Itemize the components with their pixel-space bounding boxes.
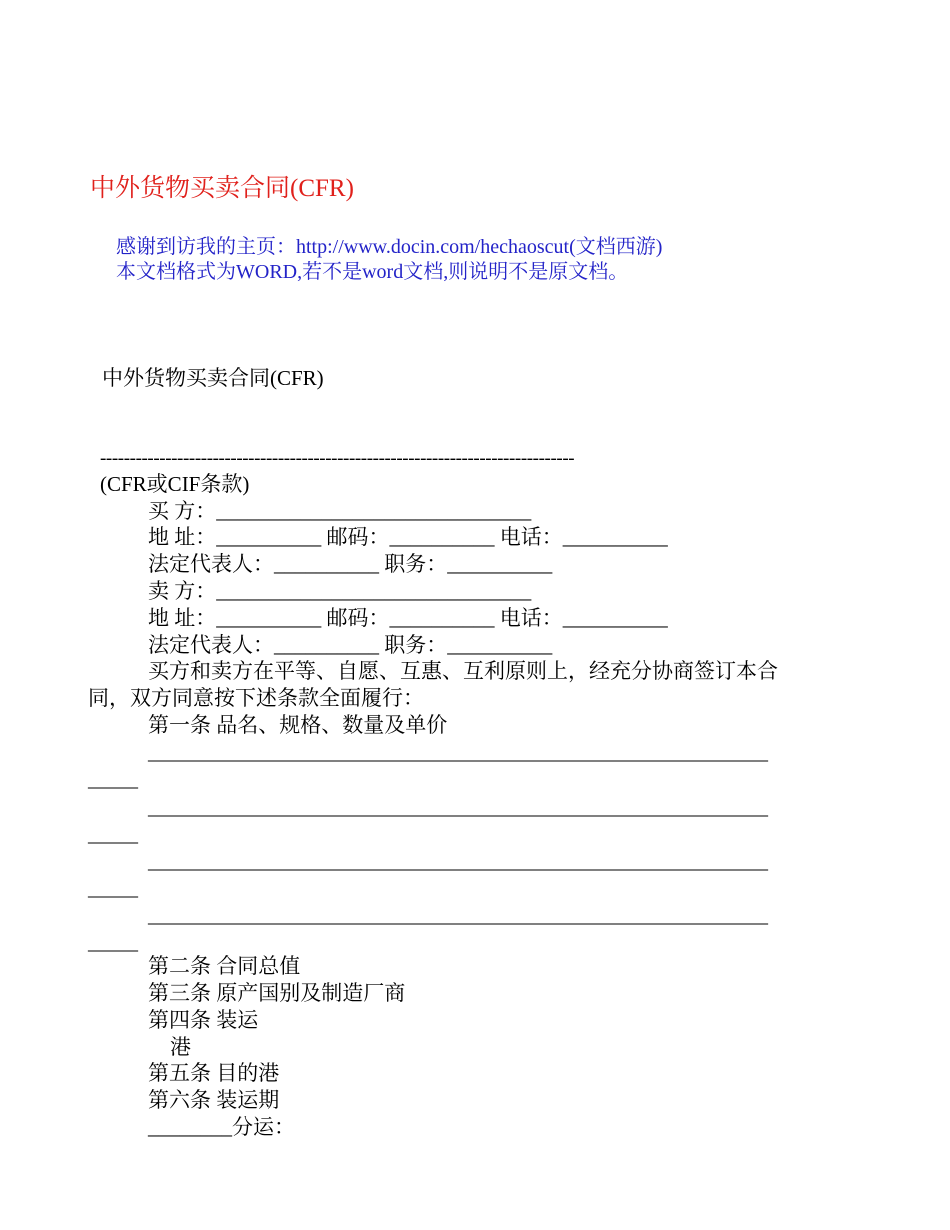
seller-representative-field: 法定代表人：__________ 职务：__________ <box>148 633 553 657</box>
blank-line-long: ______________________________________________________________ <box>148 905 768 927</box>
buyer-field: 买 方：______________________________ <box>148 499 532 523</box>
notice-line-1[interactable]: 感谢到访我的主页：http://www.docin.com/hechaoscut(文档西游) <box>116 236 663 258</box>
blank-line-short: _____ <box>88 932 138 954</box>
article-2-heading: 第二条 合同总值 <box>148 954 301 978</box>
article-1-heading: 第一条 品名、规格、数量及单价 <box>148 713 448 737</box>
blank-line-short: _____ <box>88 824 138 846</box>
blank-line-long: ______________________________________________________________ <box>148 742 768 764</box>
buyer-address-field: 地 址：__________ 邮码：__________ 电话：__________ <box>148 525 668 549</box>
preamble-line-1: 买方和卖方在平等、自愿、互惠、互利原则上，经充分协商签订本合 <box>148 659 778 683</box>
separator-line: -------------------------------------------------------------------------------- <box>100 448 575 469</box>
article-4-port: 港 <box>170 1035 191 1059</box>
blank-line-long: ______________________________________________________________ <box>148 851 768 873</box>
buyer-representative-field: 法定代表人：__________ 职务：__________ <box>148 552 553 576</box>
blank-line-short: _____ <box>88 878 138 900</box>
article-3-heading: 第三条 原产国别及制造厂商 <box>148 981 406 1005</box>
document-title: 中外货物买卖合同(CFR) <box>102 366 324 390</box>
partial-shipment-field: ________分运： <box>148 1115 295 1139</box>
document-subtitle: (CFR或CIF条款) <box>100 472 250 496</box>
article-4-heading: 第四条 装运 <box>148 1008 259 1032</box>
blank-line-short: _____ <box>88 769 138 791</box>
notice-line-2: 本文档格式为WORD,若不是word文档,则说明不是原文档。 <box>116 261 629 283</box>
article-5-heading: 第五条 目的港 <box>148 1061 280 1085</box>
preamble-line-2: 同，双方同意按下述条款全面履行： <box>88 686 424 710</box>
seller-address-field: 地 址：__________ 邮码：__________ 电话：__________ <box>148 606 668 630</box>
seller-field: 卖 方：______________________________ <box>148 579 532 603</box>
red-title: 中外货物买卖合同(CFR) <box>90 175 354 202</box>
article-6-heading: 第六条 装运期 <box>148 1088 280 1112</box>
blank-line-long: ______________________________________________________________ <box>148 797 768 819</box>
